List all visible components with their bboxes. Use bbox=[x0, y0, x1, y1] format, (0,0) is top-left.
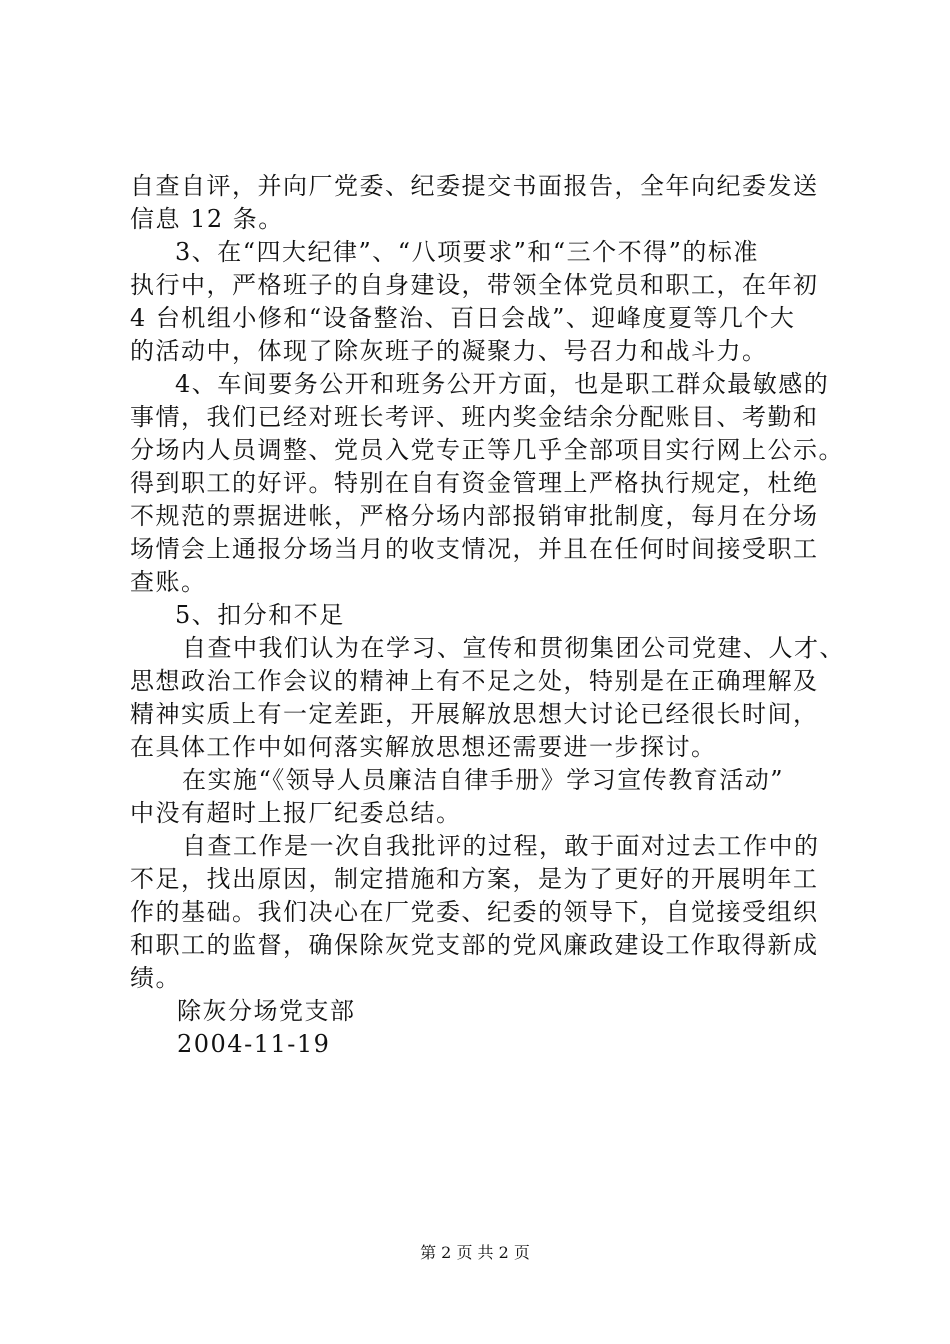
text-line: 查账。 bbox=[130, 568, 207, 596]
text-line: 不规范的票据进帐，严格分场内部报销审批制度，每月在分场 bbox=[130, 502, 819, 530]
text-line: 不足，找出原因，制定措施和方案，是为了更好的开展明年工 bbox=[130, 865, 819, 893]
text-line: 精神实质上有一定差距，开展解放思想大讨论已经很长时间， bbox=[130, 700, 819, 728]
signature-date: 2004-11-19 bbox=[177, 1030, 331, 1058]
text-line: 自查中我们认为在学习、宣传和贯彻集团公司党建、人才、 bbox=[182, 634, 845, 662]
text-line: 4 台机组小修和“设备整治、百日会战”、迎峰度夏等几个大 bbox=[130, 304, 796, 332]
text-line: 事情，我们已经对班长考评、班内奖金结余分配账目、考勤和 bbox=[130, 403, 819, 431]
text-line: 执行中，严格班子的自身建设，带领全体党员和职工，在年初 bbox=[130, 271, 819, 299]
text-line: 在实施“《领导人员廉洁自律手册》学习宣传教育活动” bbox=[182, 766, 785, 794]
text-line: 思想政治工作会议的精神上有不足之处，特别是在正确理解及 bbox=[130, 667, 819, 695]
text-line: 4、车间要务公开和班务公开方面，也是职工群众最敏感的 bbox=[175, 370, 830, 398]
text-line: 在具体工作中如何落实解放思想还需要进一步探讨。 bbox=[130, 733, 717, 761]
section-heading: 5、扣分和不足 bbox=[175, 601, 345, 629]
text-line: 得到职工的好评。特别在自有资金管理上严格执行规定，杜绝 bbox=[130, 469, 819, 497]
text-line: 绩。 bbox=[130, 964, 181, 992]
signature-org: 除灰分场党支部 bbox=[177, 997, 356, 1025]
text-line: 和职工的监督，确保除灰党支部的党风廉政建设工作取得新成 bbox=[130, 931, 819, 959]
text-line: 场情会上通报分场当月的收支情况，并且在任何时间接受职工 bbox=[130, 535, 819, 563]
text-line: 中没有超时上报厂纪委总结。 bbox=[130, 799, 462, 827]
text-line: 自查工作是一次自我批评的过程，敢于面对过去工作中的 bbox=[182, 832, 820, 860]
text-line: 的活动中，体现了除灰班子的凝聚力、号召力和战斗力。 bbox=[130, 337, 768, 365]
text-line: 作的基础。我们决心在厂党委、纪委的领导下，自觉接受组织 bbox=[130, 898, 819, 926]
text-line: 自查自评，并向厂党委、纪委提交书面报告，全年向纪委发送 bbox=[130, 172, 819, 200]
page-number-footer: 第 2 页 共 2 页 bbox=[420, 1243, 530, 1262]
document-body bbox=[130, 170, 845, 1061]
text-line: 分场内人员调整、党员入党专正等几乎全部项目实行网上公示。 bbox=[130, 436, 844, 464]
text-line: 3、在“四大纪律”、“八项要求”和“三个不得”的标准 bbox=[175, 238, 759, 266]
text-line: 信息 12 条。 bbox=[130, 205, 284, 233]
